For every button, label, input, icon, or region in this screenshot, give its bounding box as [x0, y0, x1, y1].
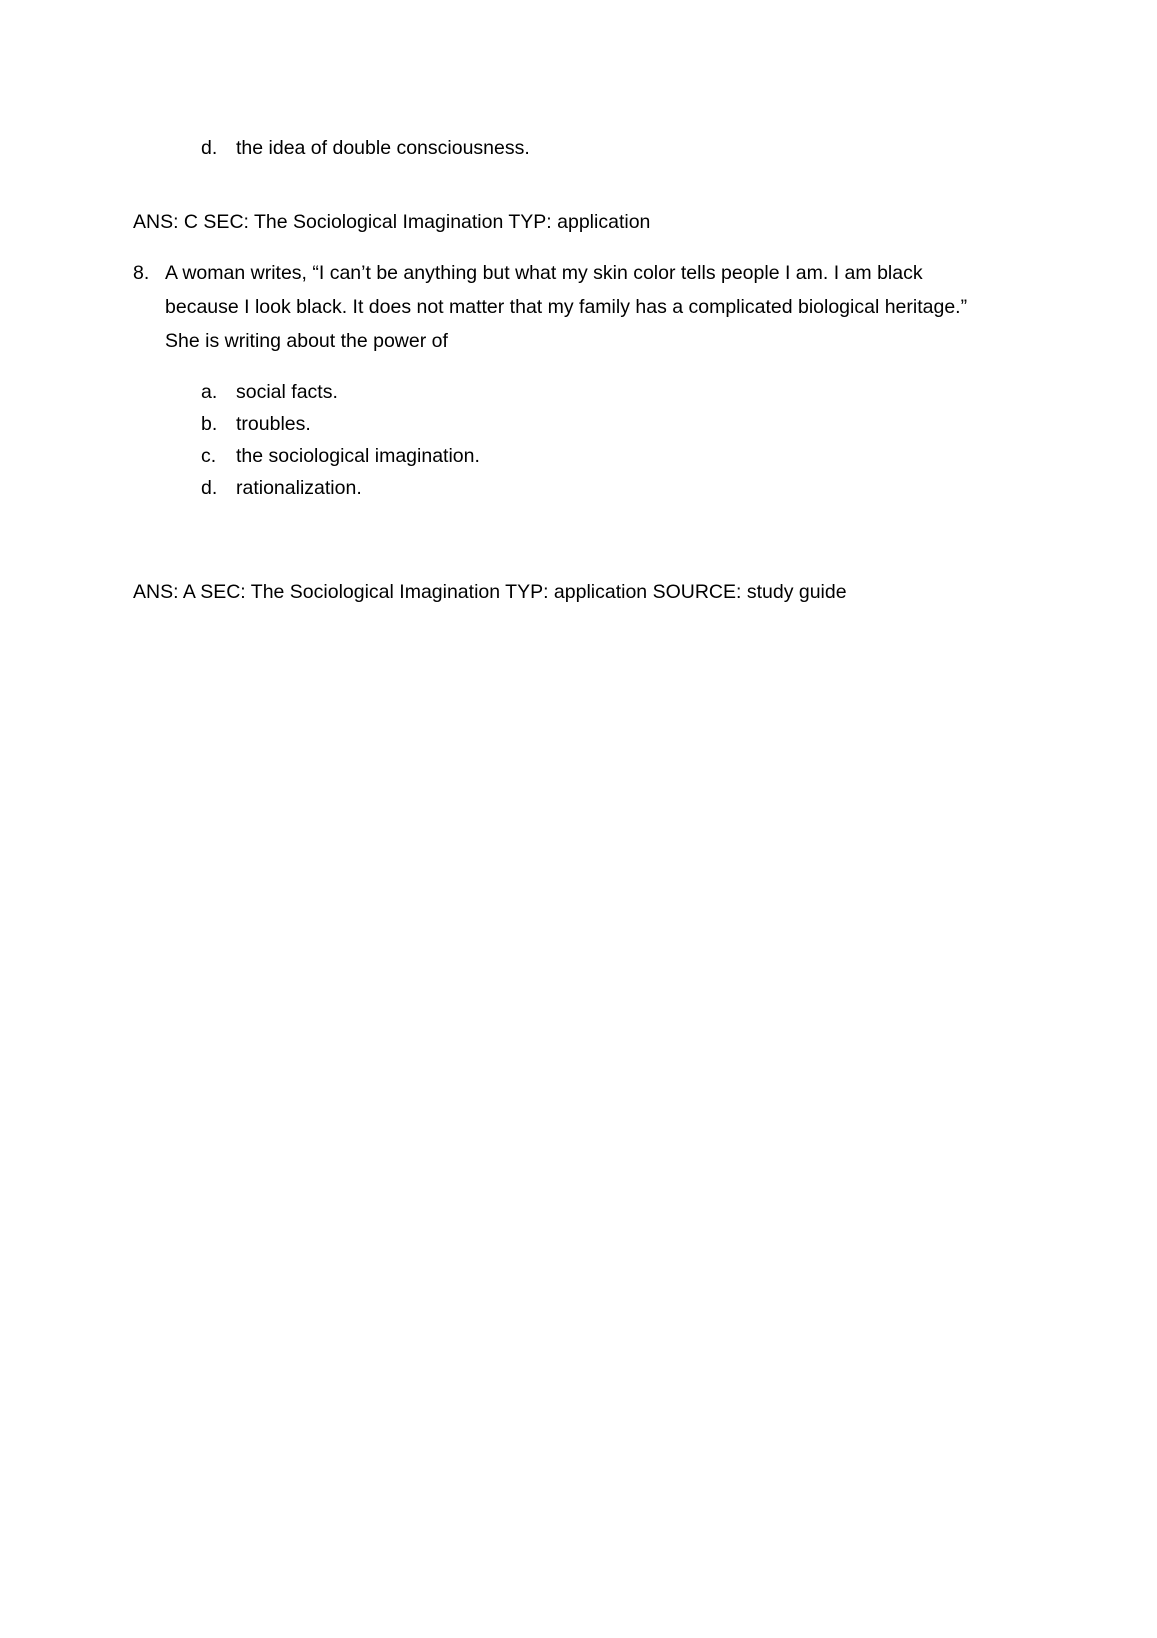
list-item	[201, 408, 1003, 440]
list-item	[201, 440, 1003, 472]
option-text: the sociological imagination.	[236, 445, 480, 467]
list-item	[201, 472, 1003, 504]
spacer	[133, 164, 1003, 206]
question-number: 8.	[133, 262, 150, 284]
option-text: social facts.	[236, 381, 338, 403]
option-letter: d.	[201, 477, 218, 499]
option-letter: c.	[201, 445, 217, 467]
answer-line-1: ANS: C SEC: The Sociological Imagination TYP: application	[133, 211, 651, 233]
question-8	[133, 256, 1003, 358]
question-text: A woman writes, “I can’t be anything but what my skin color tells people I am. I am black because I look black. It does not matter that my family has a complicated biological heritage.” She is writing about the power of	[165, 262, 968, 352]
option-letter: d.	[201, 137, 218, 159]
spacer	[133, 238, 1003, 256]
spacer	[133, 504, 1003, 546]
option-letter: a.	[201, 381, 218, 403]
option-text: troubles.	[236, 413, 311, 435]
spacer	[133, 358, 1003, 376]
list-item	[201, 376, 1003, 408]
option-letter: b.	[201, 413, 218, 435]
answer-line-2: ANS: A SEC: The Sociological Imagination TYP: application SOURCE: study guide	[133, 581, 847, 603]
spacer	[133, 546, 1003, 576]
option-text: rationalization.	[236, 477, 362, 499]
document-body	[133, 132, 1003, 608]
list-item	[201, 132, 1003, 164]
option-text: the idea of double consciousness.	[236, 137, 530, 159]
